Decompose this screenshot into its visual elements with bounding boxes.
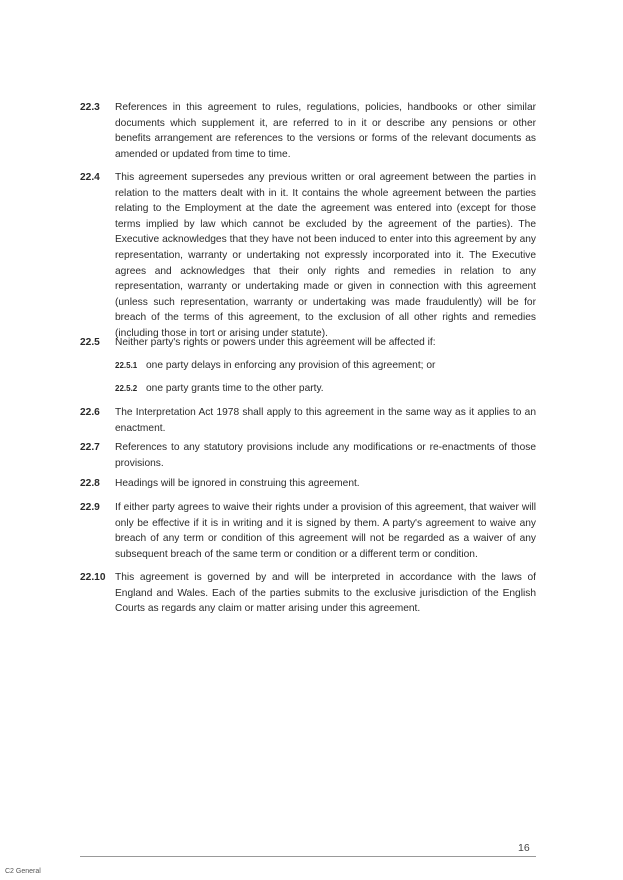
clause-22-6 (80, 405, 536, 436)
clause-22-5 (80, 335, 536, 351)
clause-22-10 (80, 570, 536, 617)
subclause-22-5-2 (115, 381, 535, 397)
clause-text: This agreement supersedes any previous written or oral agreement between the parties in relation to the matters dealt with in it. It contains the whole agreement between the parties relating to the Employment at the date the agreement was entered into (except for those terms implied by law which cannot be excluded by the agreement of the parties). The Executive acknowledges that they have not been induced to enter into this agreement by any representation, warranty or undertaking not expressly incorporated into it. The Executive agrees and acknowledges that their only rights and remedies in relation to any representation, warranty or undertaking made or given in connection with this agreement (unless such representation, warranty or undertaking was made fraudulently) will be for breach of the terms of this agreement, to the exclusion of all other rights and remedies (including those in tort or arising under statute). (115, 172, 536, 339)
clause-22-8 (80, 476, 536, 492)
subclause-text: one party grants time to the other party. (146, 383, 324, 394)
clause-text: This agreement is governed by and will be interpreted in accordance with the laws of England and Wales. Each of the parties submits to the exclusive jurisdiction of the English Courts as regards any claim or matter arising under this agreement. (115, 572, 536, 615)
clause-number: 22.10 (80, 572, 106, 583)
subclause-text: one party delays in enforcing any provision of this agreement; or (146, 360, 436, 371)
subclause-22-5-1 (115, 358, 535, 374)
clause-number: 22.8 (80, 478, 100, 489)
clause-number: 22.9 (80, 502, 100, 513)
clause-text: Neither party's rights or powers under this agreement will be affected if: (115, 337, 436, 348)
clause-number: 22.4 (80, 172, 100, 183)
footer-divider (80, 856, 536, 857)
clause-text: Headings will be ignored in construing this agreement. (115, 478, 360, 489)
page-number: 16 (518, 842, 530, 854)
clause-22-3 (80, 100, 536, 162)
clause-22-9 (80, 500, 536, 562)
clause-number: 22.3 (80, 102, 100, 113)
clause-22-4 (80, 170, 536, 342)
classification-label: C2 General (5, 868, 41, 875)
subclause-number: 22.5.2 (115, 384, 138, 393)
clause-22-7 (80, 440, 536, 471)
clause-text: The Interpretation Act 1978 shall apply to this agreement in the same way as it applies to an enactment. (115, 407, 536, 434)
clause-number: 22.7 (80, 442, 100, 453)
clause-number: 22.6 (80, 407, 100, 418)
clause-text: If either party agrees to waive their rights under a provision of this agreement, that waiver will only be effective if it is in writing and it is signed by them. A party's agreement to waive any breach of any term or condition of this agreement will not be regarded as a waiver of any subsequent breach of the same term or condition or a different term or condition. (115, 502, 536, 560)
clause-number: 22.5 (80, 337, 100, 348)
clause-text: References to any statutory provisions include any modifications or re-enactments of those provisions. (115, 442, 536, 469)
subclause-number: 22.5.1 (115, 361, 138, 370)
clause-text: References in this agreement to rules, regulations, policies, handbooks or other similar documents which supplement it, are referred to in it or describe any pensions or other benefits arrangement are references to the versions or forms of the relevant documents as amended or updated from time to time. (115, 102, 536, 160)
